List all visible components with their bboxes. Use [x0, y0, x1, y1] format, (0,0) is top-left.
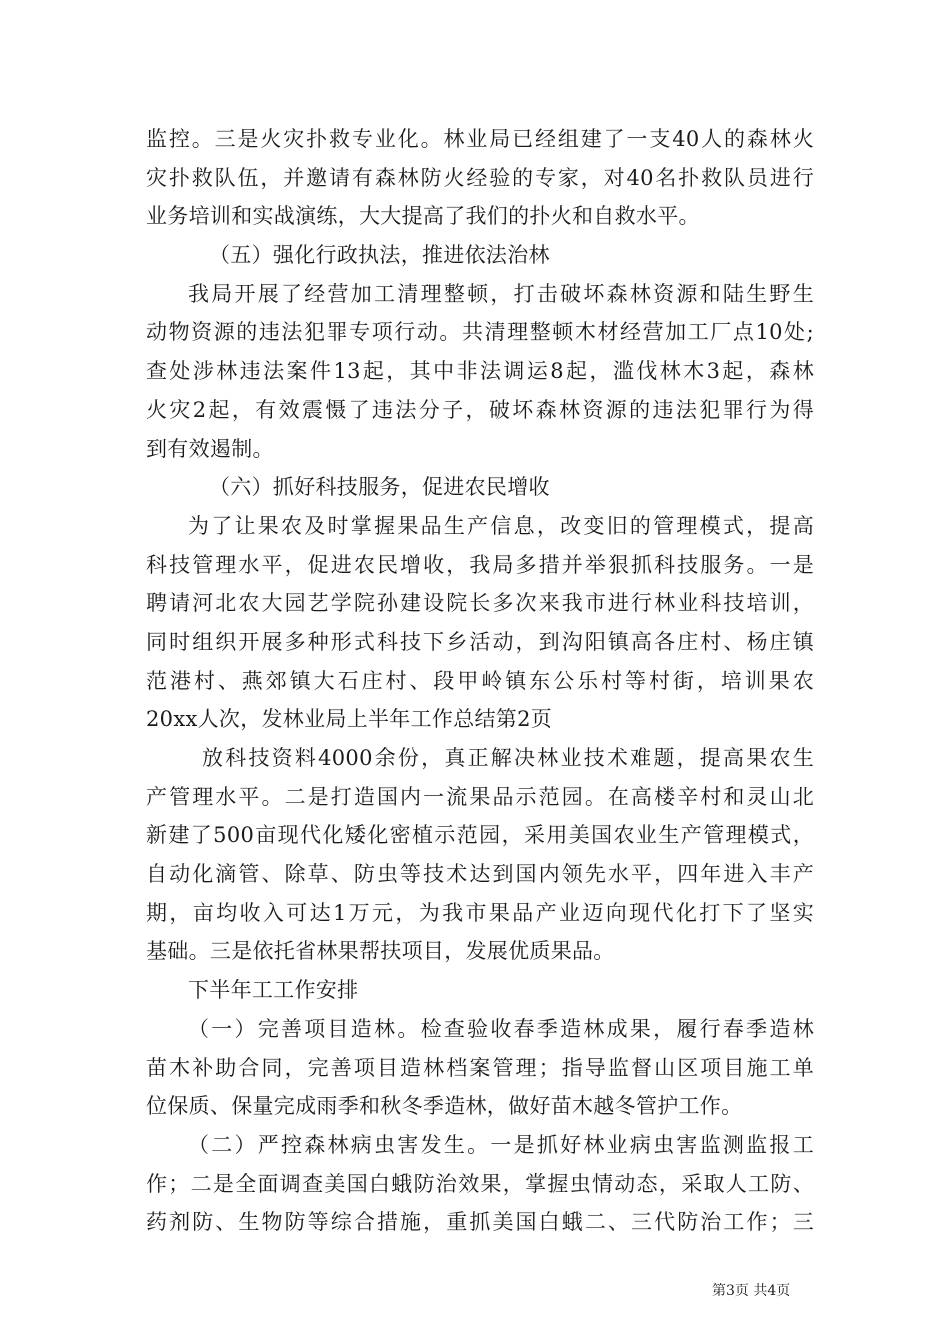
body-line: 查处涉林违法案件13起，其中非法调运8起，滥伐林木3起，森林 — [146, 359, 814, 384]
document-body — [146, 120, 814, 1242]
body-line: 放科技资料4000余份，真正解决林业技术难题，提高果农生 — [202, 746, 814, 770]
body-line: 产管理水平。二是打造国内一流果品示范园。在高楼辛村和灵山北 — [146, 784, 814, 809]
body-line: 苗木补助合同，完善项目造林档案管理；指导监督山区项目施工单 — [146, 1055, 814, 1080]
body-line: 自动化滴管、除草、防虫等技术达到国内领先水平，四年进入丰产 — [146, 862, 814, 887]
body-line: 为了让果农及时掌握果品生产信息，改变旧的管理模式，提高 — [188, 513, 814, 538]
body-line: 位保质、保量完成雨季和秋冬季造林，做好苗木越冬管护工作。 — [146, 1094, 743, 1119]
body-line: （二）严控森林病虫害发生。一是抓好林业病虫害监测监报工 — [188, 1132, 814, 1157]
body-line: 到有效遏制。 — [146, 436, 274, 461]
body-line: 聘请河北农大园艺学院孙建设院长多次来我市进行林业科技培训， — [146, 591, 814, 616]
body-line: （一）完善项目造林。检查验收春季造林成果，履行春季造林 — [188, 1016, 814, 1041]
body-line: 范港村、燕郊镇大石庄村、段甲岭镇东公乐村等村街，培训果农 — [146, 668, 814, 693]
body-line: 作；二是全面调查美国白蛾防治效果，掌握虫情动态，采取人工防、 — [146, 1171, 814, 1196]
body-line: 同时组织开展多种形式科技下乡活动，到沟阳镇高各庄村、杨庄镇 — [146, 629, 814, 654]
body-line: 科技管理水平，促进农民增收，我局多措并举狠抓科技服务。一是 — [146, 552, 814, 577]
body-line: 火灾2起，有效震慑了违法分子，破坏森林资源的违法犯罪行为得 — [146, 397, 814, 422]
body-line: 业务培训和实战演练，大大提高了我们的扑火和自救水平。 — [146, 204, 700, 229]
body-line: 药剂防、生物防等综合措施，重抓美国白蛾二、三代防治工作；三 — [146, 1210, 814, 1235]
body-line: 灾扑救队伍，并邀请有森林防火经验的专家，对40名扑救队员进行 — [146, 165, 814, 190]
page-number-footer: 第3页 共4页 — [712, 1283, 791, 1299]
section-heading: （六）抓好科技服务，促进农民增收 — [209, 475, 550, 500]
body-line: 我局开展了经营加工清理整顿，打击破坏森林资源和陆生野生 — [188, 281, 814, 306]
body-line: 期，亩均收入可达1万元，为我市果品产业迈向现代化打下了坚实 — [146, 900, 814, 925]
body-line: 监控。三是火灾扑救专业化。林业局已经组建了一支40人的森林火 — [146, 127, 814, 151]
section-heading: （五）强化行政执法，推进依法治林 — [209, 243, 550, 268]
section-heading: 下半年工工作安排 — [188, 978, 359, 1003]
body-line: 20xx人次，发林业局上半年工作总结第2页 — [146, 707, 553, 732]
body-line: 动物资源的违法犯罪专项行动。共清理整顿木材经营加工厂点10处; — [146, 320, 814, 345]
body-line: 基础。三是依托省林果帮扶项目，发展优质果品。 — [146, 939, 615, 964]
body-line: 新建了500亩现代化矮化密植示范园，采用美国农业生产管理模式， — [146, 823, 814, 848]
